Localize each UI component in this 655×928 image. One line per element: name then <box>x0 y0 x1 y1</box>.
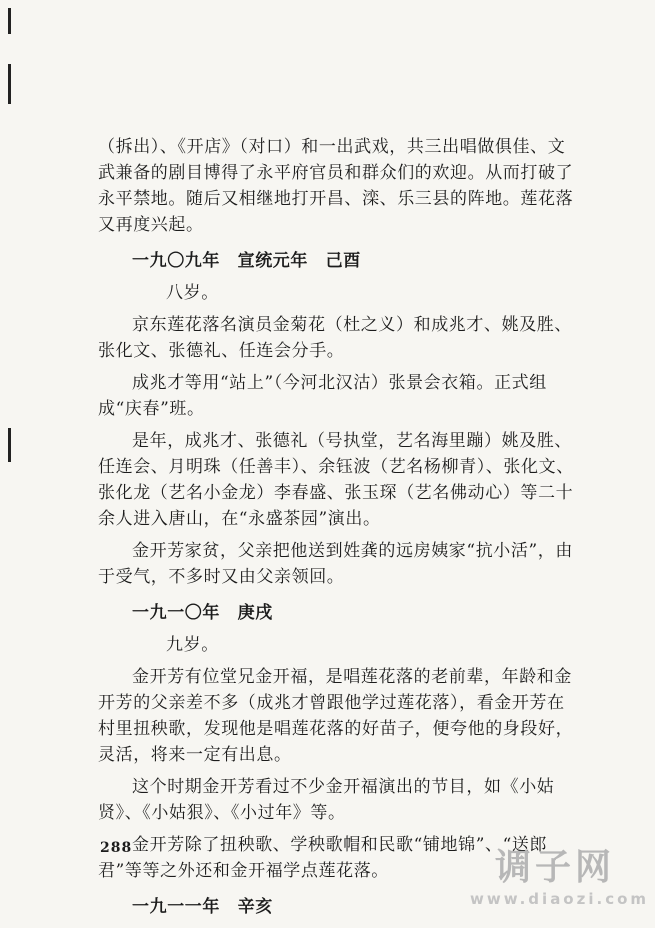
year-heading: 一九一〇年 庚戌 <box>132 603 273 623</box>
year-heading: 一九一一年 辛亥 <box>132 897 273 917</box>
site-watermark <box>470 847 650 908</box>
paragraph: 金开芳家贫，父亲把他送到姓龚的远房姨家“抗小活”，由于受气，不多时又由父亲领回。 <box>98 541 573 587</box>
scan-edge-mark <box>8 8 11 34</box>
scan-edge-mark <box>8 64 11 104</box>
paragraph: （拆出）、《开店》（对口）和一出武戏，共三出唱做俱佳、文武兼备的剧目博得了永平府官员和群众们的欢迎。从而打破了永平禁地。随后又相继地打开昌、滦、乐三县的阵地。莲花落又再度兴起。 <box>98 137 574 235</box>
age-line: 九岁。 <box>166 635 219 655</box>
year-heading: 一九〇九年 宣统元年 己酉 <box>132 251 361 271</box>
paragraph: 是年，成兆才、张德礼（号执堂，艺名海里蹦）姚及胜、任连会、月明珠（任善丰）、余钰波（艺名杨柳青）、张化文、张化龙（艺名小金龙）李春盛、张玉琛（艺名佛动心）等二十余人进入唐山，在“永盛茶园”演出。 <box>98 431 574 529</box>
watermark-title: 调子网 <box>494 847 615 888</box>
scan-edge-mark <box>8 428 11 462</box>
paragraph: 京东莲花落名演员金菊花（杜之义）和成兆才、姚及胜、张化文、张德礼、任连会分手。 <box>98 315 572 361</box>
paragraph: 成兆才等用“站上”（今河北汉沽）张景会衣箱。正式组成“庆春”班。 <box>98 373 547 419</box>
watermark-url: www.diaozi.com <box>470 890 650 908</box>
paragraph: 金开芳除了扭秧歌、学秧歌帽和民歌“铺地锦”、“送郎君”等等之外还和金开福学点莲花落。 <box>98 835 548 881</box>
paragraph: 金开芳有位堂兄金开福，是唱莲花落的老前辈，年龄和金开芳的父亲差不多（成兆才曾跟他学过莲花落），看金开芳在村里扭秧歌，发现他是唱莲花落的好苗子，便夸他的身段好，灵活，将来一定有出息。 <box>98 667 574 765</box>
age-line: 八岁。 <box>166 283 219 303</box>
page-number: 288 <box>100 840 133 856</box>
page-body-text <box>98 134 576 926</box>
paragraph: 这个时期金开芳看过不少金开福演出的节目，如《小姑贤》、《小姑狠》、《小过年》等。 <box>98 777 555 823</box>
